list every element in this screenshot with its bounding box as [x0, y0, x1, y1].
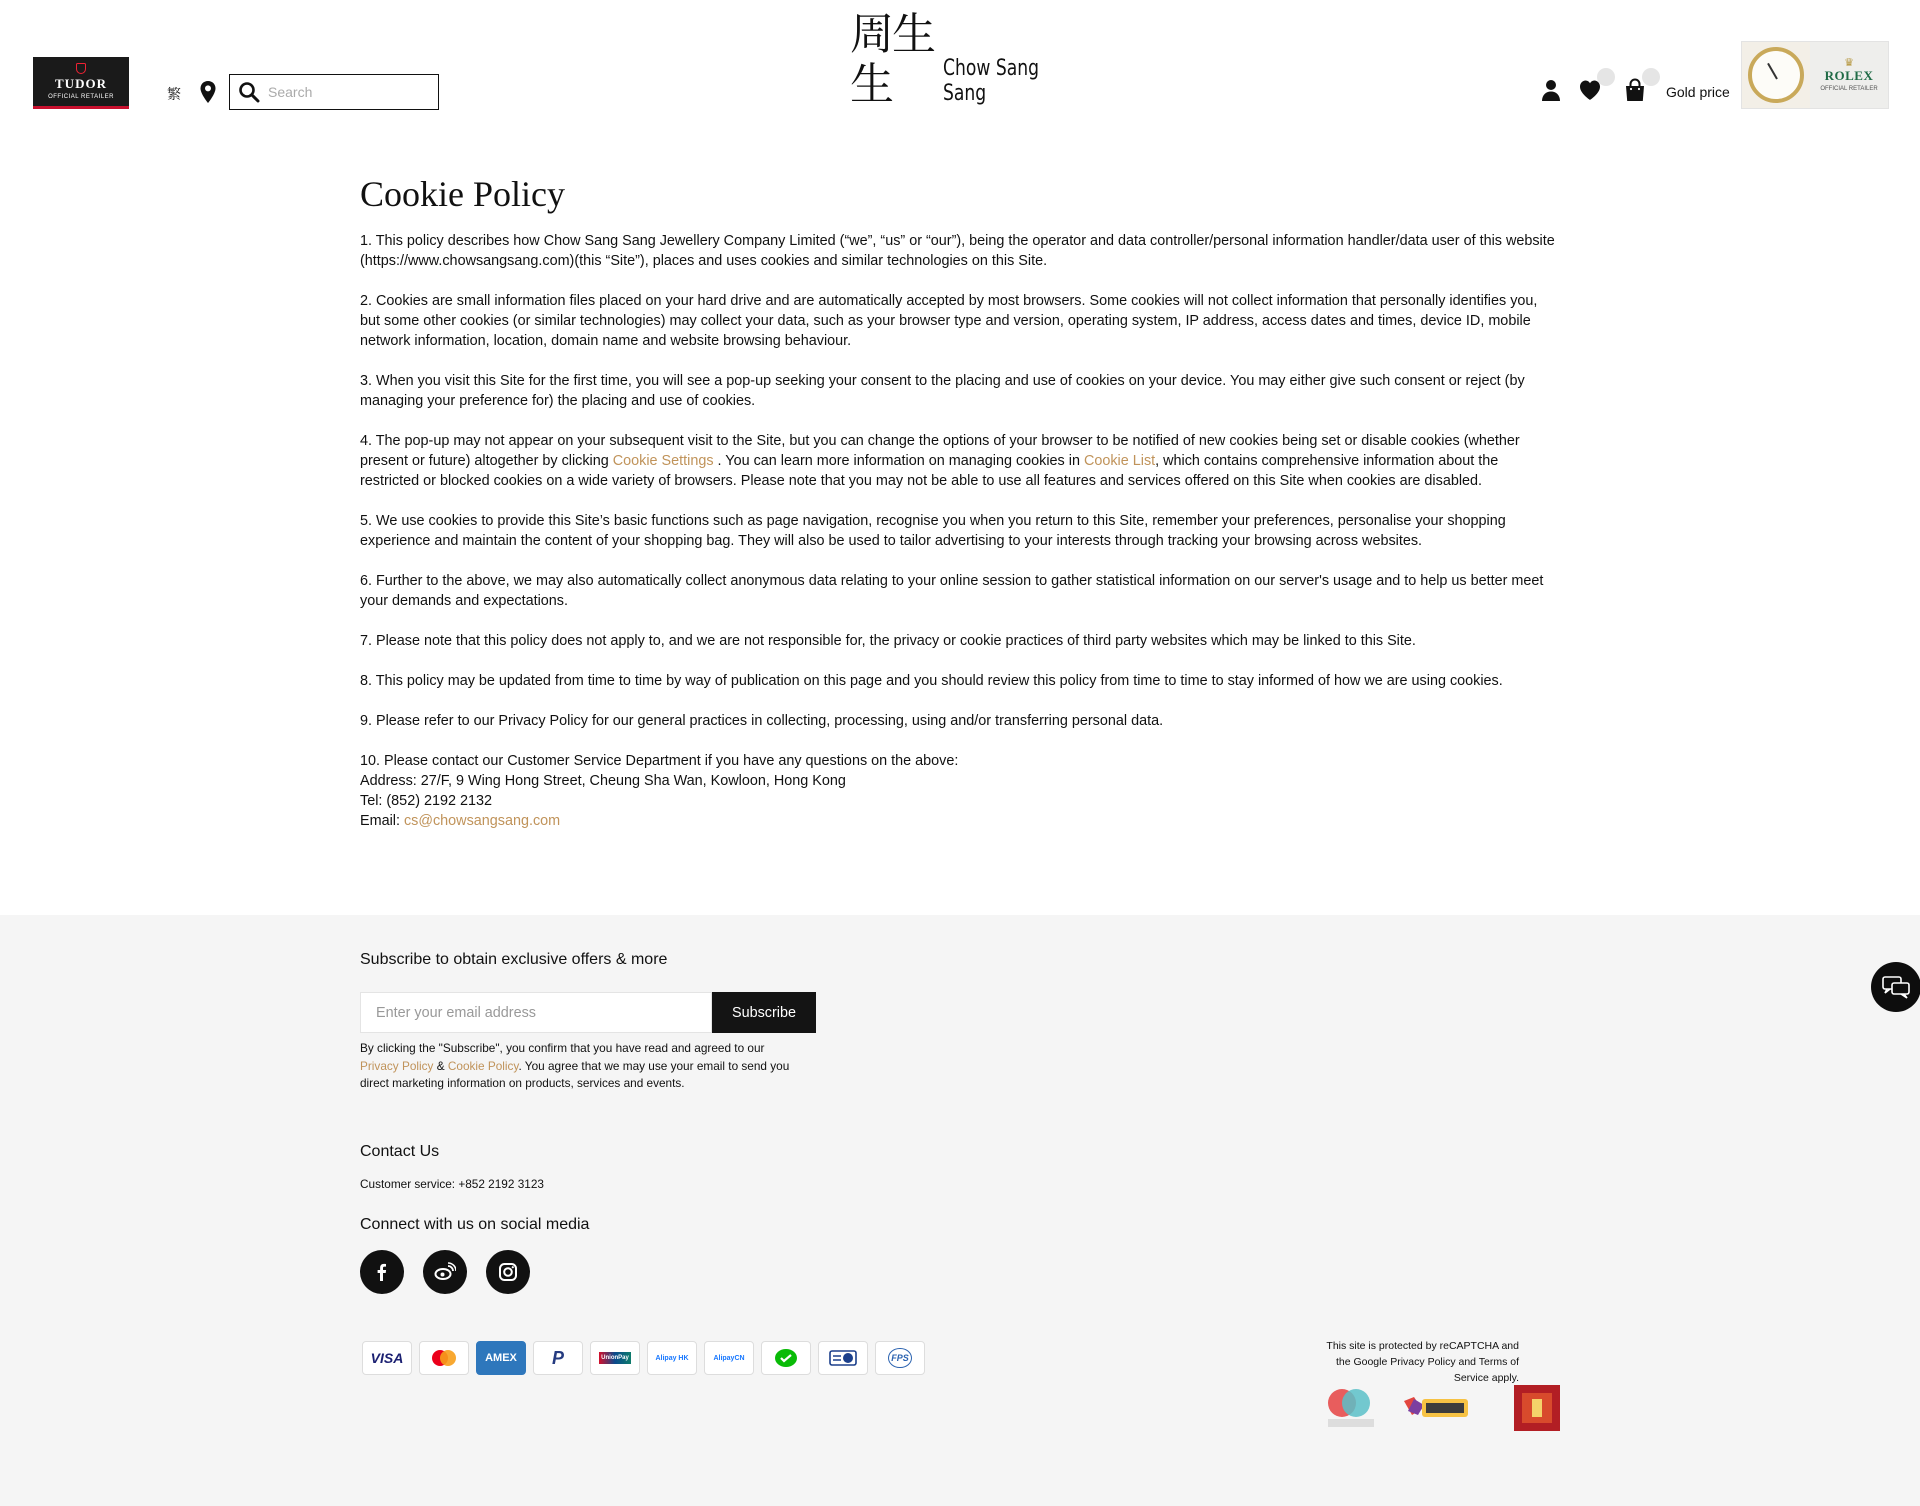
- wechat-pay-icon: [761, 1341, 811, 1375]
- rolex-brand: ROLEX: [1824, 68, 1874, 83]
- location-pin-icon[interactable]: [199, 80, 217, 104]
- email-label: Email:: [360, 813, 404, 829]
- cookie-settings-link[interactable]: Cookie Settings: [612, 453, 714, 469]
- policy-paragraph-3: 3. When you visit this Site for the first time, you will see a pop-up seeking your consent to the placing and use of cookies on your device. You may either give such consent or reject (by managing your preference for) the placing and use of cookies.: [360, 373, 1525, 409]
- cookie-policy-content: [360, 170, 1560, 831]
- policy-paragraph-1: 1. This policy describes how Chow Sang Sang Jewellery Company Limited (“we”, “us” or “our”), being the operator and data controller/personal information handler/data user of this website (https://www.chowsangsang.com)(this “Site”), places and uses cookies and similar technologies on this Site.: [360, 233, 1555, 269]
- tudor-brand: TUDOR: [55, 76, 107, 91]
- consent-text-b: . You agree that we may use your email to send you direct marketing information on products, services and events.: [360, 1058, 790, 1090]
- customer-service-phone[interactable]: Customer service: +852 2192 3123: [360, 1177, 544, 1191]
- user-icon[interactable]: [1539, 78, 1563, 102]
- quality-mark-icon: [1514, 1385, 1560, 1431]
- fps-label: FPS: [888, 1348, 912, 1368]
- mastercard-icon: [419, 1341, 469, 1375]
- tudor-subtitle: OFFICIAL RETAILER: [48, 94, 114, 100]
- page-title: Cookie Policy: [360, 174, 565, 214]
- gold-price-link[interactable]: Gold price: [1666, 84, 1730, 100]
- recaptcha-notice: This site is protected by reCAPTCHA and the Google Privacy Policy and Terms of Service apply.: [1326, 1340, 1519, 1384]
- social-media-title: Connect with us on social media: [360, 1216, 590, 1233]
- search-input[interactable]: [268, 84, 428, 100]
- policy-paragraph-4: [360, 431, 1560, 491]
- policy-paragraph-2: 2. Cookies are small information files placed on your hard drive and are automatically accepted by most browsers. Some cookies will not collect information that personally identifies you, but some other cookies (or similar technologies) may collect your data, such as your browser type and version, operating system, IP address, access dates and times, device ID, mobile network information, location, domain name and website browsing behaviour.: [360, 293, 1538, 349]
- subscribe-title: Subscribe to obtain exclusive offers & more: [360, 951, 668, 968]
- logo-chinese: 周生生: [850, 9, 934, 110]
- site-footer: [0, 915, 1920, 1506]
- tudor-shield-icon: [76, 63, 86, 74]
- logo-english: Chow Sang Sang: [942, 56, 1039, 106]
- unionpay-label: UnionPay: [599, 1352, 631, 1364]
- payment-methods: [362, 1341, 925, 1375]
- rolex-watch-image: [1742, 42, 1810, 108]
- language-toggle[interactable]: 繁: [167, 87, 181, 103]
- subscribe-form: [360, 992, 816, 1033]
- alipayhk-icon: [647, 1341, 697, 1375]
- search-box[interactable]: [229, 74, 439, 110]
- weibo-icon[interactable]: [423, 1250, 467, 1294]
- tudor-retailer-logo[interactable]: [33, 57, 129, 109]
- paypal-icon: [533, 1341, 583, 1375]
- instagram-icon[interactable]: [486, 1250, 530, 1294]
- visa-label: VISA: [370, 1350, 404, 1366]
- alipayhk-label: Alipay HK: [655, 1354, 689, 1362]
- alipay-cn-label: AlipayCN: [713, 1354, 745, 1362]
- policy-paragraph-8: 8. This policy may be updated from time to time by way of publication on this page and you should review this policy from time to time to stay informed of how we are using cookies.: [360, 673, 1503, 689]
- contact-address: Address: 27/F, 9 Wing Hong Street, Cheung Sha Wan, Kowloon, Hong Kong: [360, 773, 846, 789]
- subscribe-button[interactable]: Subscribe: [712, 992, 816, 1033]
- policy-paragraph-9: 9. Please refer to our Privacy Policy for our general practices in collecting, processing, using and/or transferring personal data.: [360, 713, 1164, 729]
- social-links: [360, 1250, 530, 1294]
- p4-text-c: , which contains comprehensive information about the restricted or blocked cookies on a wide variety of browsers. Please note that you may not be able to use all features and services offered on this Site when cookies are disabled.: [360, 453, 1499, 489]
- hktdc-icon: [1328, 1389, 1374, 1427]
- privacy-policy-link[interactable]: Privacy Policy: [360, 1058, 434, 1073]
- eshop-award-icon: [1404, 1397, 1468, 1417]
- cookie-list-link[interactable]: Cookie List: [1083, 453, 1156, 469]
- chat-bubble-icon: [1881, 974, 1911, 1000]
- subscribe-consent-text: [360, 1040, 790, 1093]
- wishlist-count-badge: [1597, 68, 1615, 86]
- paypal-label: P: [551, 1347, 564, 1368]
- unionpay-icon: [590, 1341, 640, 1375]
- site-header: [0, 0, 1920, 130]
- contact-us-title: Contact Us: [360, 1143, 440, 1160]
- rolex-crown-icon: ♛: [1844, 57, 1854, 69]
- certification-badges: [1318, 1385, 1560, 1431]
- rolex-retailer-plaque[interactable]: [1741, 41, 1889, 109]
- amex-label: AMEX: [485, 1352, 517, 1364]
- live-chat-button[interactable]: [1871, 962, 1920, 1012]
- fps-icon: [875, 1341, 925, 1375]
- email-field[interactable]: [360, 992, 712, 1033]
- cookie-policy-link[interactable]: Cookie Policy: [447, 1058, 519, 1073]
- policy-paragraph-6: 6. Further to the above, we may also automatically collect anonymous data relating to your online session to gather statistical information on our server's usage and to help us better meet your demands and expectations.: [360, 573, 1544, 609]
- search-icon[interactable]: [238, 81, 260, 103]
- policy-paragraph-5: 5. We use cookies to provide this Site’s basic functions such as page navigation, recognise you when you return to this Site, remember your preferences, personalise your shopping experience and maintain the content of your shopping bag. They will also be used to tailor advertising to your interests through tracking your browsing across websites.: [360, 513, 1506, 549]
- octopus-card-icon: [818, 1341, 868, 1375]
- amex-icon: [476, 1341, 526, 1375]
- consent-ampersand: &: [433, 1058, 448, 1073]
- policy-paragraph-10: 10. Please contact our Customer Service Department if you have any questions on the above:: [360, 753, 959, 769]
- contact-email-line: [360, 811, 1560, 831]
- p4-text-b: . You can learn more information on managing cookies in: [713, 453, 1084, 469]
- consent-text-a: By clicking the "Subscribe", you confirm that you have read and agreed to our: [360, 1041, 765, 1055]
- policy-paragraph-7: 7. Please note that this policy does not apply to, and we are not responsible for, the privacy or cookie practices of third party websites which may be linked to this Site.: [360, 633, 1416, 649]
- visa-icon: [362, 1341, 412, 1375]
- p4-text-a: 4. The pop-up may not appear on your subsequent visit to the Site, but you can change the options of your browser to be notified of new cookies being set or disable cookies (whether present or future) altogether by clicking: [360, 433, 1520, 469]
- cart-count-badge: [1642, 68, 1660, 86]
- rolex-subtitle: OFFICIAL RETAILER: [1820, 86, 1878, 92]
- alipay-cn-icon: [704, 1341, 754, 1375]
- facebook-icon[interactable]: [360, 1250, 404, 1294]
- contact-tel: Tel: (852) 2192 2132: [360, 793, 493, 809]
- contact-details: [360, 751, 1560, 831]
- chow-sang-sang-logo[interactable]: [850, 9, 1070, 110]
- contact-email-link[interactable]: cs@chowsangsang.com: [403, 813, 561, 829]
